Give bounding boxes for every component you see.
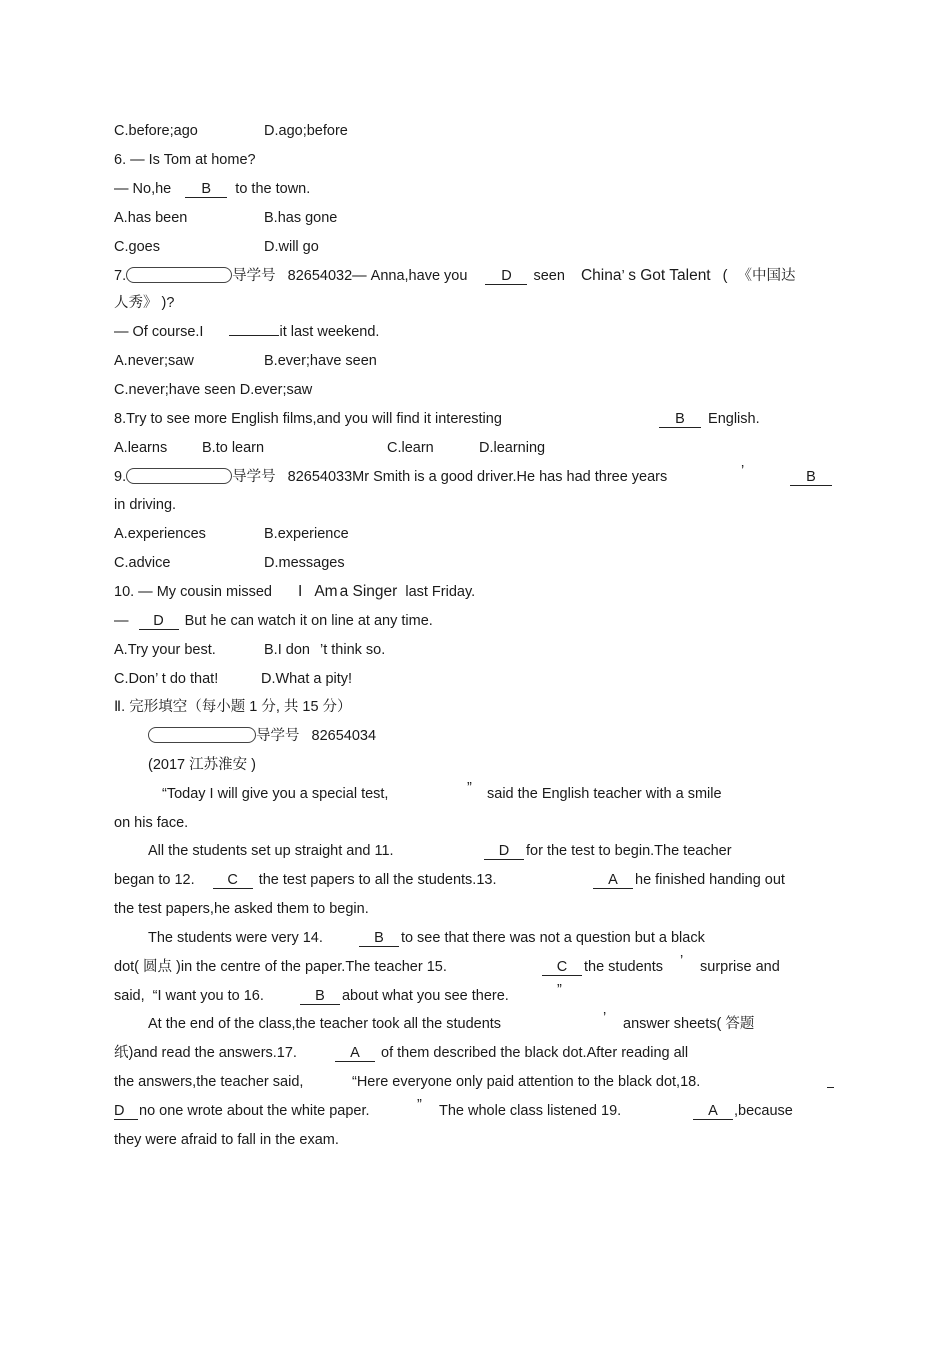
q8-answer-line (659, 410, 760, 428)
q5-option-c: C.before;ago (114, 123, 198, 139)
q6-option-a: A.has been (114, 210, 188, 226)
q8-option-d: D.learning (479, 440, 546, 456)
q7-option-b: B.ever;have seen (264, 353, 377, 369)
passage-line-8a: said, (114, 988, 145, 1004)
passage-line-3b (484, 842, 732, 860)
q10-question (114, 583, 475, 601)
passage-close-quote-2: ” (557, 982, 562, 998)
passage-close-quote-1: ” (467, 780, 472, 796)
q8-answer: B (659, 411, 701, 428)
blank-18: D (114, 1103, 138, 1120)
q7-reply-post: it last weekend. (279, 324, 380, 340)
q6-option-d: D.will go (264, 239, 319, 255)
q7-reply-blank (229, 335, 279, 336)
q7-title-2: s Got Talent (628, 267, 711, 284)
q10-reply-post: But he can watch it on line at any time. (184, 613, 433, 629)
q10-reply-pre: — (114, 613, 129, 629)
passage-line-3c: for the test to begin.The teacher (526, 843, 732, 859)
q9-option-d: D.messages (264, 555, 345, 571)
q5-option-d: D.ago;before (264, 123, 348, 139)
q6-reply (114, 180, 310, 198)
section2-source: (2017 江苏淮安 ) (148, 757, 256, 773)
q6-answer: B (185, 181, 227, 198)
passage-line-2: on his face. (114, 815, 189, 831)
passage-line-1b: said the English teacher with a smile (487, 786, 722, 802)
passage-line-6b: to see that there was not a question but a black (400, 930, 705, 946)
q10-option-c: C.Don’ t do that! (114, 671, 219, 687)
q10-show-2: Am (314, 583, 338, 600)
blank-16: B (300, 988, 340, 1005)
q7-paren: ( (722, 268, 728, 284)
passage-line-12d: ,because (734, 1103, 793, 1119)
blank-11: D (484, 843, 524, 860)
q6-reply-post: to the town. (235, 181, 311, 197)
passage-line-4c (593, 871, 785, 889)
q10-post: last Friday. (405, 584, 476, 600)
q9-apostrophe: ’ (741, 463, 745, 479)
passage-line-9: At the end of the class,the teacher took all the students (148, 1016, 502, 1032)
q10-option-d: D.What a pity! (261, 671, 353, 687)
q6-option-b: B.has gone (264, 210, 338, 226)
q7-reply (114, 323, 379, 341)
blank-13: A (593, 872, 633, 889)
passage-apostrophe-2: ’ (603, 1010, 607, 1026)
q10-option-b (264, 641, 385, 659)
q9-guide-label: 导学号 (232, 469, 276, 485)
q9-option-c: C.advice (114, 555, 171, 571)
q7-cn-1: 《中国达 (737, 268, 796, 284)
blank-14: B (359, 930, 399, 947)
passage-close-quote-3: ” (417, 1097, 422, 1113)
trailing-blank-mark (827, 1087, 834, 1088)
passage-line-13: they were afraid to fall in the exam. (114, 1132, 339, 1148)
q8-option-b: B.to learn (202, 440, 265, 456)
passage-line-12b: The whole class listened 19. (439, 1103, 622, 1119)
section2-guide-label: 导学号 (256, 728, 300, 744)
blank-17: A (335, 1045, 375, 1062)
q10-reply (114, 612, 433, 630)
q7-option-a: A.never;saw (114, 353, 194, 369)
passage-line-12 (114, 1102, 370, 1120)
passage-line-8b: “I want you to 16. (152, 988, 264, 1004)
passage-line-5: the test papers,he asked them to begin. (114, 901, 369, 917)
q10-show-3: a Singer (339, 583, 398, 600)
passage-line-12c (693, 1102, 793, 1120)
q7-apostrophe: ’ (621, 268, 625, 284)
passage-line-9b: answer sheets( 答题 (623, 1016, 755, 1032)
q10-option-a: A.Try your best. (114, 642, 216, 658)
passage-line-4a: began to 12. (114, 872, 195, 888)
passage-line-12a: no one wrote about the white paper. (139, 1103, 370, 1119)
guide-badge-icon (148, 727, 256, 743)
passage-line-8c: about what you see there. (341, 988, 509, 1004)
blank-12: C (213, 872, 253, 889)
q9-number: 9. (114, 469, 127, 485)
q10-text: 10. — My cousin missed (114, 584, 272, 600)
section2-heading: Ⅱ. 完形填空（每小题 1 分, 共 15 分） (114, 699, 352, 715)
q6-reply-pre: — No,he (114, 181, 172, 197)
q9-question (114, 468, 667, 486)
q8-option-a: A.learns (114, 440, 168, 456)
q9-answer-line (790, 468, 832, 486)
q7-guide-label: 导学号 (232, 268, 276, 284)
q10-option-b-1: B.I don (264, 642, 310, 658)
passage-line-4b: the test papers to all the students.13. (258, 872, 497, 888)
passage-line-10b: of them described the black dot.After reading all (381, 1045, 689, 1061)
passage-line-7: dot( 圆点 )in the centre of the paper.The teacher 15. (114, 959, 447, 975)
q9-option-b: B.experience (264, 526, 349, 542)
passage-line-6a: The students were very 14. (148, 930, 323, 946)
q8-option-c: C.learn (387, 440, 434, 456)
passage-line-4d: he finished handing out (635, 872, 785, 888)
q7-cn-2: 人秀》 )? (114, 295, 175, 311)
passage-line-10 (114, 1044, 688, 1062)
q9-continuation: in driving. (114, 497, 177, 513)
q9-option-a: A.experiences (114, 526, 206, 542)
q7-question (114, 267, 796, 285)
passage-line-4 (114, 871, 497, 889)
q9-answer: B (790, 469, 832, 486)
passage-line-8 (114, 987, 509, 1005)
q7-answer: D (485, 268, 527, 285)
q6-question: 6. — Is Tom at home? (114, 152, 256, 168)
q7-option-cd: C.never;have seen D.ever;saw (114, 382, 313, 398)
q9-text: 82654033Mr Smith is a good driver.He has had three years (287, 469, 668, 485)
passage-line-7b (542, 958, 663, 976)
passage-line-1: “Today I will give you a special test, (162, 786, 389, 802)
passage-line-11b: “Here everyone only paid attention to the black dot,18. (352, 1074, 701, 1090)
passage-line-10a: 纸)and read the answers.17. (114, 1045, 297, 1061)
q8-question: 8.Try to see more English films,and you will find it interesting (114, 411, 502, 427)
q7-text: — Anna,have you (352, 268, 468, 284)
passage-line-7d: surprise and (700, 959, 780, 975)
q7-post: seen (533, 268, 565, 284)
q10-answer: D (139, 613, 179, 630)
q10-show-1: I (297, 583, 303, 600)
passage-line-7c: the students (584, 959, 663, 975)
guide-badge-icon (126, 468, 232, 484)
passage-line-3: All the students set up straight and 11. (148, 843, 394, 859)
section2-code: 82654034 (311, 728, 377, 744)
q10-option-b-apos: ’ (319, 642, 324, 658)
q10-option-b-2: t think so. (323, 642, 386, 658)
passage-line-11: the answers,the teacher said, (114, 1074, 304, 1090)
q7-title-1: China (580, 267, 622, 284)
q6-option-c: C.goes (114, 239, 160, 255)
passage-line-6 (148, 929, 705, 947)
blank-15: C (542, 959, 582, 976)
q7-code: 82654032 (287, 268, 353, 284)
passage-apostrophe-1: ’ (680, 953, 684, 969)
q8-post: English. (708, 411, 760, 427)
guide-badge-icon (126, 267, 232, 283)
blank-19: A (693, 1103, 733, 1120)
section2-guide (148, 727, 376, 745)
q7-number: 7. (114, 268, 127, 284)
q7-reply-pre: — Of course.I (114, 324, 204, 340)
